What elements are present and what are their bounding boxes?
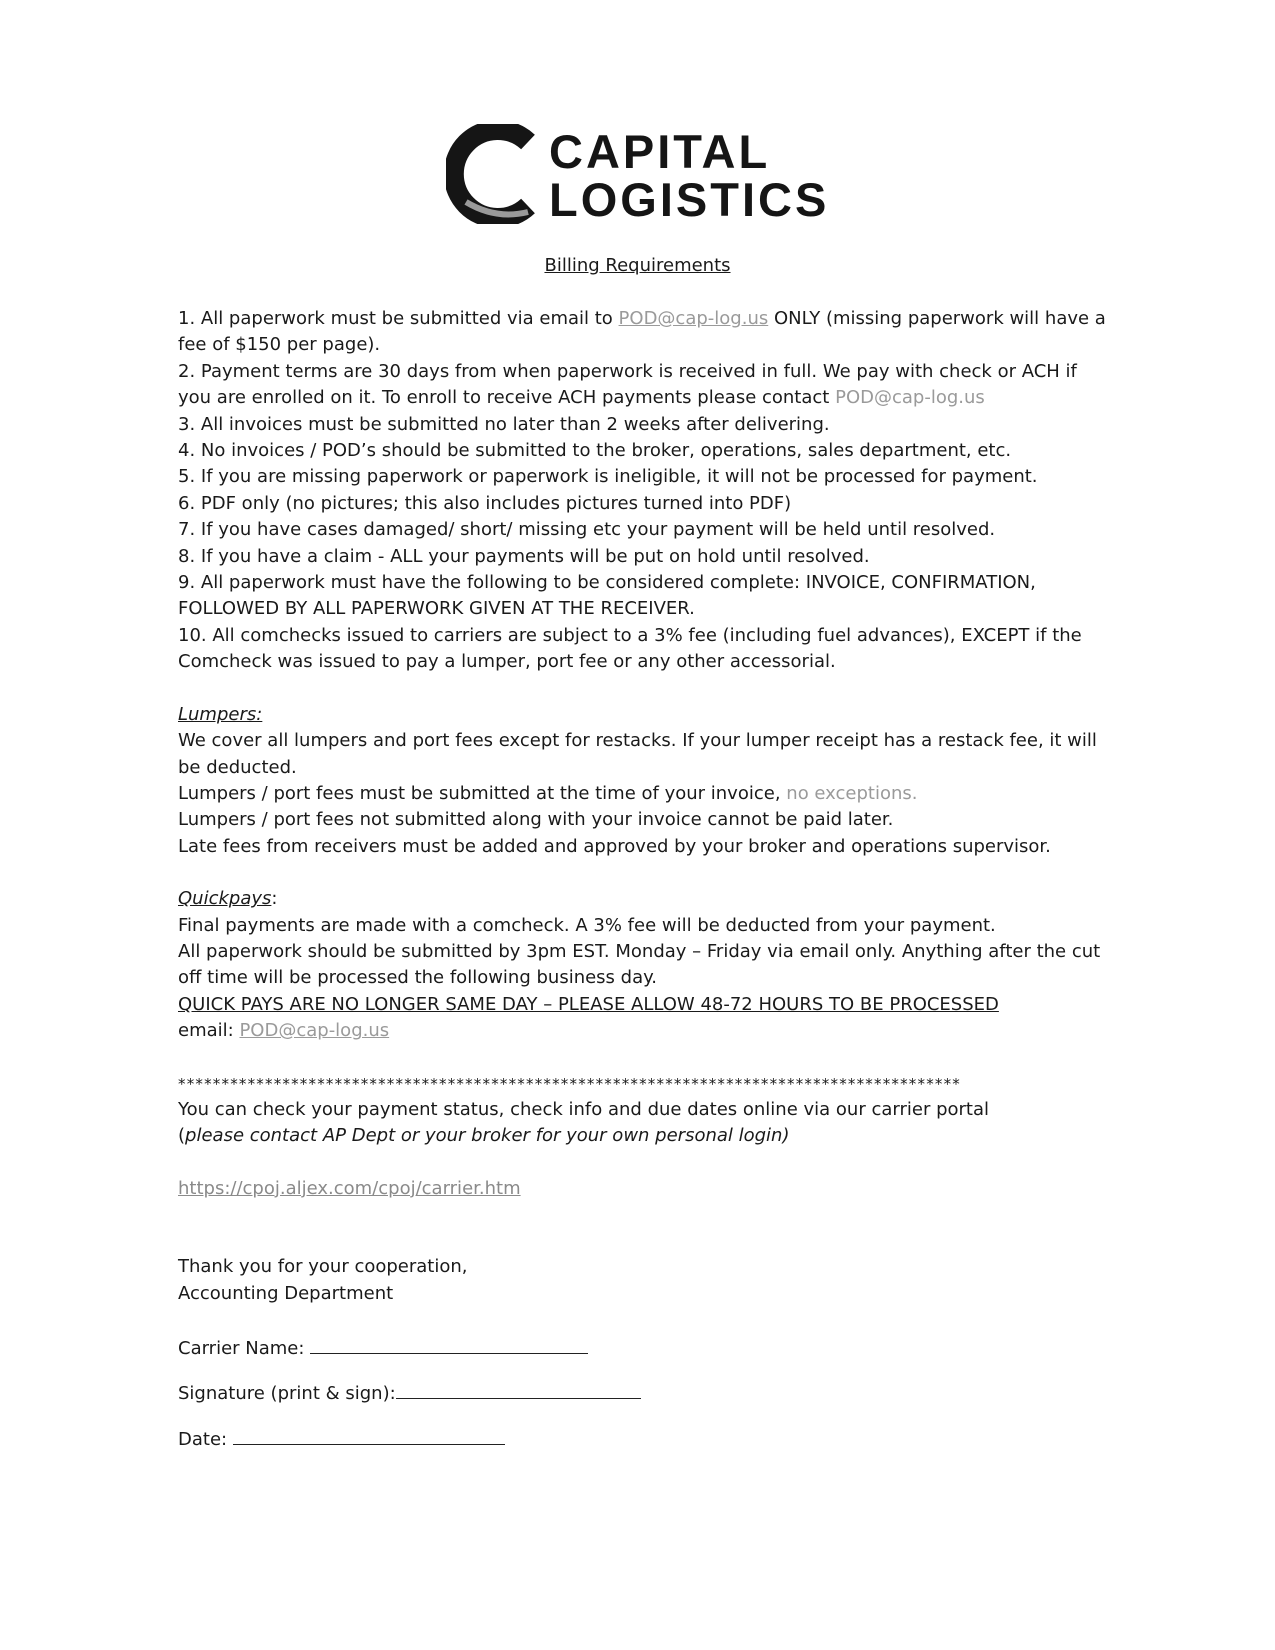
lumpers-line-2-text: Lumpers / port fees must be submitted at the time of your invoice, [178,782,781,804]
portal-line-2 [178,1123,1108,1149]
closing-thanks: Thank you for your cooperation, [178,1256,468,1278]
page-title: Billing Requirements [544,255,731,276]
requirement-6: 6. PDF only (no pictures; this also includes pictures turned into PDF) [178,492,792,514]
requirement-8: 8. If you have a claim - ALL your payments will be put on hold until resolved. [178,545,870,567]
quickpays-line-1: Final payments are made with a comcheck. A 3% fee will be deducted from your payment. [178,914,996,936]
lumpers-line-1: We cover all lumpers and port fees except for restacks. If your lumper receipt has a restack fee, it will be deducted. [178,730,1097,778]
quickpays-email-label: email: [178,1020,234,1042]
requirement-1 [178,306,1108,359]
capital-logistics-logo [446,124,846,234]
requirement-3: 3. All invoices must be submitted no later than 2 weeks after delivering. [178,413,830,435]
requirement-5: 5. If you are missing paperwork or paperwork is ineligible, it will not be processed for payment. [178,466,1038,488]
ach-contact-email[interactable]: POD@cap-log.us [835,387,985,409]
requirement-4: 4. No invoices / POD’s should be submitted to the broker, operations, sales department, etc. [178,440,1012,462]
signature-line[interactable] [396,1378,641,1399]
requirement-7: 7. If you have cases damaged/ short/ missing etc your payment will be held until resolved. [178,519,996,541]
quickpays-heading: Quickpays [178,888,272,910]
logo-line-2: LOGISTICS [549,173,830,226]
lumpers-line-4: Late fees from receivers must be added and approved by your broker and operations supervisor. [178,835,1051,857]
document-body [178,306,1108,1453]
portal-login-note: please contact AP Dept or your broker for your own personal login) [185,1125,790,1147]
date-field [178,1424,1108,1453]
lumpers-line-2 [178,781,1108,807]
quickpays-line-2: All paperwork should be submitted by 3pm EST. Monday – Friday via email only. Anything after the cut off time will be processed the following business day. [178,940,1101,989]
quickpays-email-link[interactable]: POD@cap-log.us [239,1020,390,1042]
portal-line-1: You can check your payment status, check info and due dates online via our carrier portal [178,1098,989,1120]
quickpays-notice: QUICK PAYS ARE NO LONGER SAME DAY – PLEASE ALLOW 48-72 HOURS TO BE PROCESSED [178,993,999,1015]
lumpers-line-3: Lumpers / port fees not submitted along with your invoice cannot be paid later. [178,809,894,831]
requirement-9: 9. All paperwork must have the following to be considered complete: INVOICE, CONFIRMATION, FOLLOWED BY ALL PAPERWORK GIVEN AT THE RECEIVER. [178,572,1036,620]
signature-field [178,1378,1108,1407]
carrier-name-field [178,1333,1108,1362]
date-label: Date: [178,1428,228,1450]
signature-label: Signature (print & sign): [178,1383,396,1405]
requirement-1-text-b: ONLY (missing paperwork will have a fee of $150 per page). [178,308,1106,356]
requirement-10: 10. All comchecks issued to carriers are subject to a 3% fee (including fuel advances), EXCEPT if the Comcheck was issued to pay a lumper, port fee or any other accessorial. [178,624,1082,673]
separator-stars: ****************************************************************************************** [178,1074,961,1093]
logo-c-mark-icon [446,124,546,224]
carrier-portal-link[interactable]: https://cpoj.aljex.com/cpoj/carrier.htm [178,1177,521,1199]
portal-url-row [178,1176,1108,1202]
quickpays-colon: : [271,888,278,910]
logo-line-1: CAPITAL [549,125,771,178]
requirement-2 [178,359,1108,412]
closing-department: Accounting Department [178,1282,394,1304]
quickpays-heading-row [178,886,1108,912]
portal-open-paren: ( [178,1125,186,1147]
date-line[interactable] [233,1424,505,1445]
carrier-name-line[interactable] [310,1333,588,1354]
requirement-1-text-a: 1. All paperwork must be submitted via email to [178,308,613,329]
lumpers-heading: Lumpers: [178,703,263,725]
quickpays-email-row [178,1018,1108,1044]
requirement-2-text: 2. Payment terms are 30 days from when paperwork is received in full. We pay with check or ACH if you are enrolled on it. To enroll to receive ACH payments please contact [178,360,1077,409]
no-exceptions-note: no exceptions. [786,782,918,804]
pod-email-link[interactable]: POD@cap-log.us [618,308,769,329]
carrier-name-label: Carrier Name: [178,1338,305,1359]
